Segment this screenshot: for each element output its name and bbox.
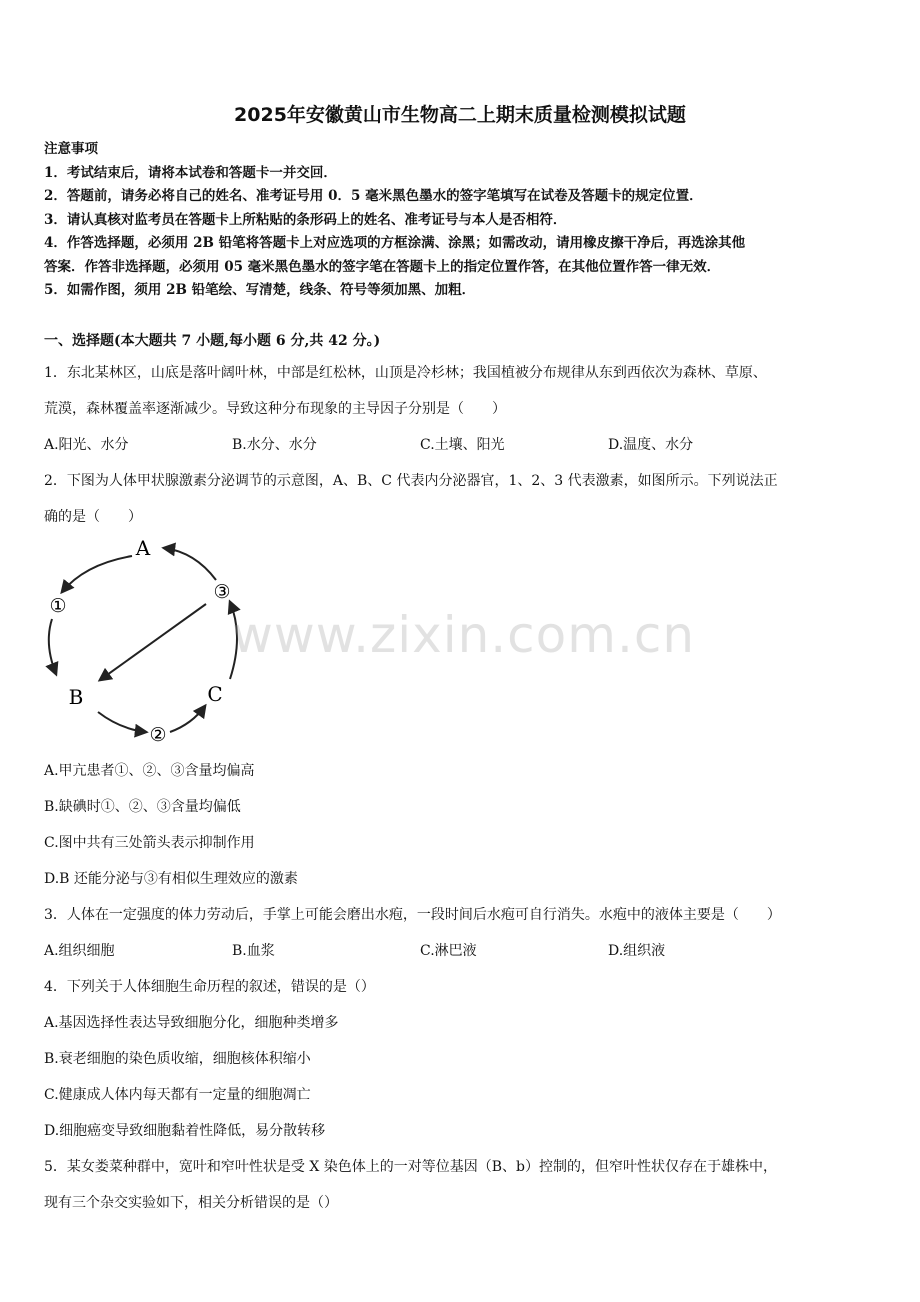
option-b: B.血浆 [232, 943, 275, 959]
watermark: www.zixin.com.cn [232, 606, 696, 664]
arrow-a-to-1 [62, 556, 132, 592]
question-1-options [44, 434, 884, 454]
option-c: C.淋巴液 [420, 943, 477, 959]
option-b: B.缺碘时①、②、③含量均偏低 [44, 799, 241, 815]
node-b: B [68, 685, 84, 709]
arrow-3-to-a [164, 548, 216, 580]
page-title: 2025年安徽黄山市生物高二上期末质量检测模拟试题 [234, 104, 686, 126]
option-d: D.细胞癌变导致细胞黏着性降低，易分散转移 [44, 1123, 326, 1139]
notice-block [44, 138, 884, 303]
arrow-3-to-b [100, 604, 206, 680]
node-c: C [207, 682, 223, 706]
question-2-line-2: 确的是（ ） [44, 509, 142, 525]
option-d: D.B 还能分泌与③有相似生理效应的激素 [44, 871, 298, 887]
option-b: B.水分、水分 [232, 437, 317, 453]
notice-item: 4．作答选择题，必须用 2B 铅笔将答题卡上对应选项的方框涂满、涂黑；如需改动，请用橡皮擦干净后，再选涂其他 [44, 235, 746, 251]
label-3: ③ [213, 581, 231, 603]
notice-item: 3．请认真核对监考员在答题卡上所粘贴的条形码上的姓名、准考证号与本人是否相符． [44, 211, 567, 228]
question-2-line-1: 2．下图为人体甲状腺激素分泌调节的示意图，A、B、C 代表内分泌器官，1、2、3 代表激素，如图所示。下列说法正 [44, 473, 778, 489]
question-5-line-2: 现有三个杂交实验如下，相关分析错误的是（） [44, 1195, 338, 1211]
option-a: A.阳光、水分 [44, 437, 129, 453]
notice-item: 答案．作答非选择题，必须用 05 毫米黑色墨水的签字笔在答题卡上的指定位置作答，在其他位置作答一律无效． [44, 258, 721, 275]
arrow-1-to-b [49, 619, 56, 674]
question-5-line-1: 5．某女娄菜种群中，宽叶和窄叶性状是受 X 染色体上的一对等位基因（B、b）控制的，但窄叶性状仅存在于雄株中， [44, 1159, 778, 1175]
question-4-line-1: 4．下列关于人体细胞生命历程的叙述，错误的是（） [44, 979, 375, 995]
option-c: C.健康成人体内每天都有一定量的细胞凋亡 [44, 1087, 311, 1103]
option-c: C.土壤、阳光 [420, 437, 505, 453]
node-a: A [135, 536, 151, 560]
question-3-line-1: 3．人体在一定强度的体力劳动后，手掌上可能会磨出水疱，一段时间后水疱可自行消失。水疱中的液体主要是（ ） [44, 907, 781, 923]
option-d: D.温度、水分 [608, 437, 694, 453]
notice-item: 5．如需作图，须用 2B 铅笔绘、写清楚，线条、符号等须加黑、加粗． [44, 282, 476, 298]
hormone-regulation-diagram [40, 534, 250, 752]
question-1-line-2: 荒漠，森林覆盖率逐渐减少。导致这种分布现象的主导因子分别是（ ） [44, 401, 506, 417]
option-b: B.衰老细胞的染色质收缩，细胞核体积缩小 [44, 1051, 311, 1067]
notice-heading: 注意事项 [44, 141, 98, 157]
option-a: A.组织细胞 [44, 943, 115, 959]
question-1-line-1: 1．东北某林区，山底是落叶阔叶林，中部是红松林，山顶是冷杉林；我国植被分布规律从东到西依次为森林、草原、 [44, 365, 767, 381]
label-1: ① [49, 595, 67, 617]
notice-item: 2．答题前，请务必将自己的姓名、准考证号用 0．5 毫米黑色墨水的签字笔填写在试卷及答题卡的规定位置． [44, 188, 703, 204]
option-a: A.甲亢患者①、②、③含量均偏高 [44, 763, 255, 779]
option-a: A.基因选择性表达导致细胞分化，细胞种类增多 [44, 1015, 339, 1031]
notice-item: 1．考试结束后，请将本试卷和答题卡一并交回． [44, 164, 337, 181]
arrow-b-to-2 [98, 712, 146, 732]
label-2: ② [149, 724, 167, 746]
option-c: C.图中共有三处箭头表示抑制作用 [44, 835, 255, 851]
arrow-2-to-c [170, 706, 205, 732]
section-heading: 一、选择题(本大题共 7 小题,每小题 6 分,共 42 分。) [44, 333, 381, 349]
option-d: D.组织液 [608, 943, 666, 959]
question-3-options [44, 940, 884, 960]
